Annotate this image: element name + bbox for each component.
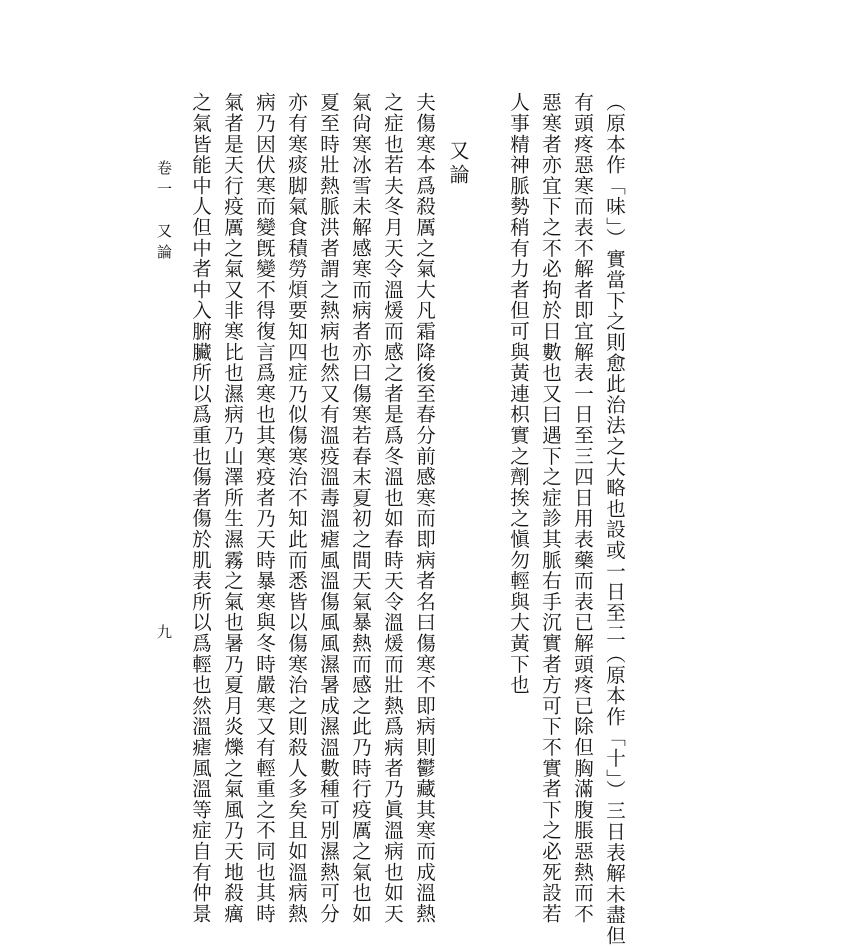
text-column-2: 有頭疼惡寒而表不解者即宜解表一日至三四日用表藥而表已解頭疼已除但胸滿腹脹惡熱而不 bbox=[571, 92, 594, 924]
text-column-5: 夫傷寒本爲殺厲之氣大凡霜降後至春分前感寒而即病者名曰傷寒不即病則鬱藏其寒而成溫熱 bbox=[413, 92, 436, 924]
text-column-4: 人事精神脈勢稍有力者但可與黃連枳實之劑挨之愼勿輕與大黃下也 bbox=[507, 92, 530, 696]
text-column-9: 亦有寒痰脚氣食積勞煩要知四症乃似傷寒治不知此而悉皆以傷寒治之則殺人多矣且如溫病熱 bbox=[285, 92, 308, 924]
text-column-7: 氣尙寒冰雪未解感寒而病者亦曰傷寒若春末夏初之間天氣暴熱而感之此乃時行疫厲之氣也如 bbox=[349, 92, 372, 924]
text-column-11: 氣者是天行疫厲之氣又非寒比也濕病乃山澤所生濕霧之氣也暑乃夏月炎爍之氣風乃天地殺癘 bbox=[221, 92, 244, 924]
running-header: 卷一 又論 bbox=[155, 160, 173, 265]
text-column-6: 之症也若夫冬月天令溫煖而感之者是爲冬溫也如春時天令溫煖而壯熱爲病者乃眞溫病也如天 bbox=[381, 92, 404, 924]
text-column-10: 病乃因伏寒而變旣變不得復言爲寒也其寒疫者乃天時暴寒與冬時嚴寒又有輕重之不同也其時 bbox=[253, 92, 276, 924]
page-number: 九 bbox=[155, 624, 173, 641]
section-title: 又論 bbox=[446, 140, 470, 188]
text-column-12: 之氣皆能中人但中者中入腑臟所以爲重也傷者傷於肌表所以爲輕也然溫瘧風溫等症自有仲景 bbox=[189, 92, 212, 924]
text-column-8: 夏至時壯熱脈洪者謂之熱病也然又有溫疫溫毒溫瘧風溫傷風風濕暑成濕溫數種可別濕熱可分 bbox=[317, 92, 340, 924]
text-column-3: 惡寒者亦宜下之不必拘於日數也又曰遇下之症診其脈右手沉實者方可下不實者下之必死設若 bbox=[539, 92, 562, 924]
text-column-1: （原本作「味」）實當下之則愈此治法之大略也設或一日至二（原本作「十」）三日表解未盡但 bbox=[603, 92, 626, 946]
